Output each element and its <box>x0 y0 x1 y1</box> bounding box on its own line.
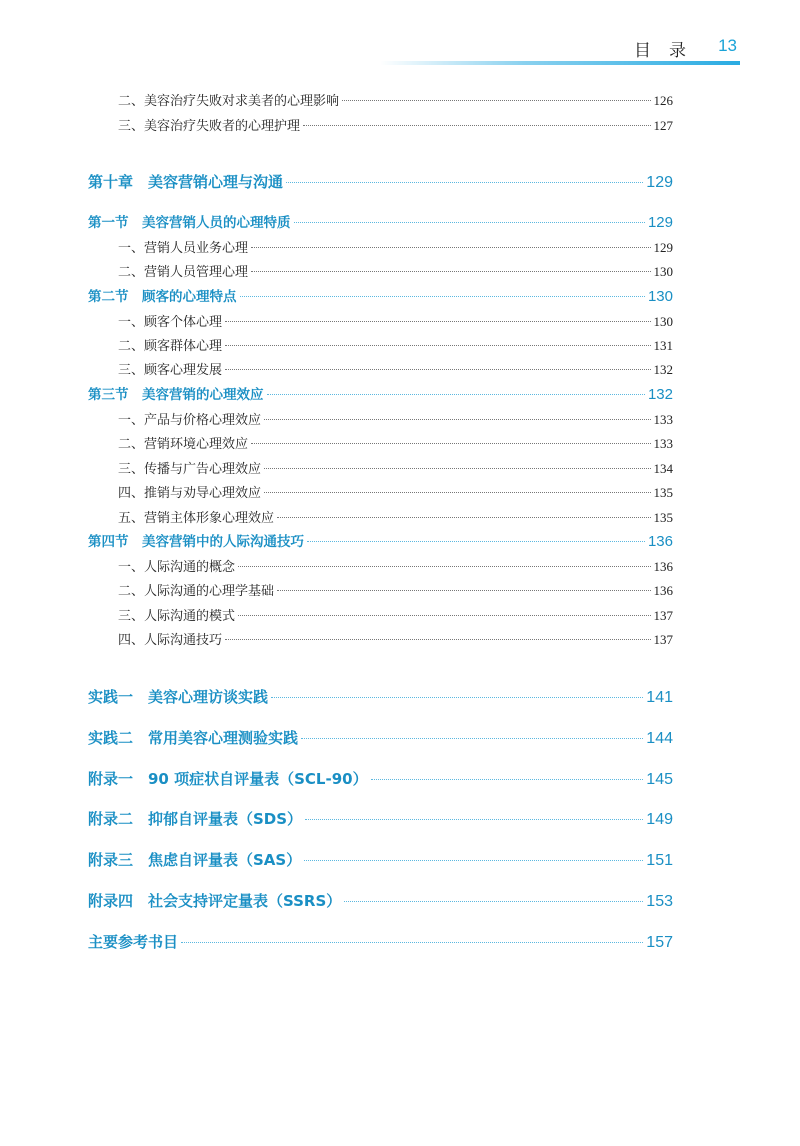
toc-item-title: 二、人际沟通的心理学基础 <box>118 584 275 599</box>
toc-section-page: 130 <box>647 288 673 305</box>
dot-leader <box>301 738 643 739</box>
toc-backmatter[interactable] <box>88 727 673 748</box>
toc-section-page: 129 <box>647 214 673 231</box>
toc-item-title: 三、人际沟通的模式 <box>118 609 236 624</box>
dot-leader <box>225 639 650 640</box>
toc-item-page: 126 <box>653 93 673 108</box>
toc-chapter-page: 129 <box>646 174 673 191</box>
toc-backmatter-title: 附录三 焦虑自评量表（SAS） <box>88 851 302 869</box>
toc-item-title: 三、顾客心理发展 <box>118 363 223 378</box>
toc-backmatter-page: 141 <box>646 689 673 706</box>
toc-item-page: 136 <box>653 583 673 598</box>
toc-item[interactable] <box>118 605 673 624</box>
toc-backmatter[interactable] <box>88 890 673 911</box>
toc-item-page: 129 <box>653 240 673 255</box>
toc-item-title: 一、产品与价格心理效应 <box>118 413 262 428</box>
toc-item[interactable] <box>118 237 673 256</box>
toc-item[interactable] <box>118 433 673 452</box>
toc-chapter-title: 第十章 美容营销心理与沟通 <box>88 173 284 191</box>
toc-item-title: 四、人际沟通技巧 <box>118 633 223 648</box>
header-page-number: 13 <box>718 36 737 55</box>
toc-section-title: 第一节 美容营销人员的心理特质 <box>88 215 291 231</box>
toc-item[interactable] <box>118 115 673 134</box>
header-rule <box>380 61 740 65</box>
dot-leader <box>342 100 650 101</box>
dot-leader <box>294 222 645 223</box>
toc-section-title: 第四节 美容营销中的人际沟通技巧 <box>88 534 304 550</box>
toc-item-title: 二、美容治疗失败对求美者的心理影响 <box>118 94 340 109</box>
dot-leader <box>264 419 650 420</box>
toc-backmatter-page: 149 <box>646 811 673 828</box>
toc-item[interactable] <box>118 580 673 599</box>
toc-section-title: 第二节 顾客的心理特点 <box>88 289 237 305</box>
toc-section-title: 第三节 美容营销的心理效应 <box>88 387 264 403</box>
toc-section[interactable] <box>88 211 673 231</box>
toc-backmatter[interactable] <box>88 686 673 707</box>
toc-backmatter[interactable] <box>88 849 673 870</box>
toc-item-page: 135 <box>653 485 673 500</box>
toc-item-page: 137 <box>653 632 673 647</box>
header-title: 目录 <box>634 41 704 61</box>
toc-item[interactable] <box>118 335 673 354</box>
toc-item-title: 一、营销人员业务心理 <box>118 241 249 256</box>
dot-leader <box>238 566 650 567</box>
toc-section[interactable] <box>88 285 673 305</box>
toc-item[interactable] <box>118 556 673 575</box>
dot-leader <box>240 296 645 297</box>
dot-leader <box>267 394 645 395</box>
toc-section[interactable] <box>88 530 673 550</box>
toc-backmatter-page: 144 <box>646 730 673 747</box>
toc-backmatter-page: 145 <box>646 771 673 788</box>
toc-item-page: 131 <box>653 338 673 353</box>
toc-section-page: 132 <box>647 386 673 403</box>
toc-item[interactable] <box>118 261 673 280</box>
toc-item[interactable] <box>118 629 673 648</box>
toc-item-page: 130 <box>653 314 673 329</box>
toc-item-page: 135 <box>653 510 673 525</box>
dot-leader <box>225 369 650 370</box>
toc-item-title: 一、顾客个体心理 <box>118 315 223 330</box>
toc-item-page: 134 <box>653 461 673 476</box>
dot-leader <box>304 860 643 861</box>
toc-item-title: 二、顾客群体心理 <box>118 339 223 354</box>
dot-leader <box>251 247 650 248</box>
toc-item[interactable] <box>118 359 673 378</box>
dot-leader <box>305 819 643 820</box>
toc-backmatter-title: 实践二 常用美容心理测验实践 <box>88 729 299 747</box>
toc-item-page: 137 <box>653 608 673 623</box>
toc-item-page: 133 <box>653 436 673 451</box>
toc-item-page: 127 <box>653 118 673 133</box>
toc-backmatter-page: 153 <box>646 893 673 910</box>
dot-leader <box>264 492 650 493</box>
toc-backmatter[interactable] <box>88 931 673 952</box>
toc-backmatter-page: 157 <box>646 934 673 951</box>
toc-chapter[interactable] <box>88 171 673 192</box>
toc-item-page: 130 <box>653 264 673 279</box>
dot-leader <box>277 517 650 518</box>
dot-leader <box>251 271 650 272</box>
toc-item-title: 三、美容治疗失败者的心理护理 <box>118 119 301 134</box>
dot-leader <box>181 942 643 943</box>
dot-leader <box>307 541 645 542</box>
dot-leader <box>277 590 650 591</box>
toc-item-title: 五、营销主体形象心理效应 <box>118 511 275 526</box>
toc-backmatter[interactable] <box>88 768 673 789</box>
dot-leader <box>371 779 644 780</box>
toc-backmatter-title: 实践一 美容心理访谈实践 <box>88 688 269 706</box>
toc-item-title: 一、人际沟通的概念 <box>118 560 236 575</box>
dot-leader <box>286 182 643 183</box>
dot-leader <box>225 345 650 346</box>
toc-item-title: 三、传播与广告心理效应 <box>118 462 262 477</box>
toc-backmatter-title: 主要参考书目 <box>88 933 179 951</box>
toc-item-title: 四、推销与劝导心理效应 <box>118 486 262 501</box>
toc-backmatter-page: 151 <box>646 852 673 869</box>
toc-item-title: 二、营销环境心理效应 <box>118 437 249 452</box>
toc-item-page: 133 <box>653 412 673 427</box>
dot-leader <box>264 468 650 469</box>
dot-leader <box>225 321 650 322</box>
toc-section-page: 136 <box>647 533 673 550</box>
dot-leader <box>251 443 650 444</box>
toc-item[interactable] <box>118 482 673 501</box>
page-header <box>0 0 800 70</box>
toc-item[interactable] <box>118 409 673 428</box>
toc-item[interactable] <box>118 458 673 477</box>
toc-backmatter-title: 附录一 90 项症状自评量表（SCL-90） <box>88 770 368 788</box>
dot-leader <box>271 697 643 698</box>
toc-backmatter[interactable] <box>88 808 673 829</box>
toc-item[interactable] <box>118 507 673 526</box>
toc-backmatter-title: 附录二 抑郁自评量表（SDS） <box>88 810 303 828</box>
toc-item-page: 132 <box>653 362 673 377</box>
toc-item-title: 二、营销人员管理心理 <box>118 265 249 280</box>
toc-backmatter-title: 附录四 社会支持评定量表（SSRS） <box>88 892 342 910</box>
toc-item[interactable] <box>118 90 673 109</box>
toc-item-page: 136 <box>653 559 673 574</box>
dot-leader <box>238 615 650 616</box>
dot-leader <box>303 125 650 126</box>
dot-leader <box>344 901 643 902</box>
toc-item[interactable] <box>118 311 673 330</box>
toc-section[interactable] <box>88 383 673 403</box>
